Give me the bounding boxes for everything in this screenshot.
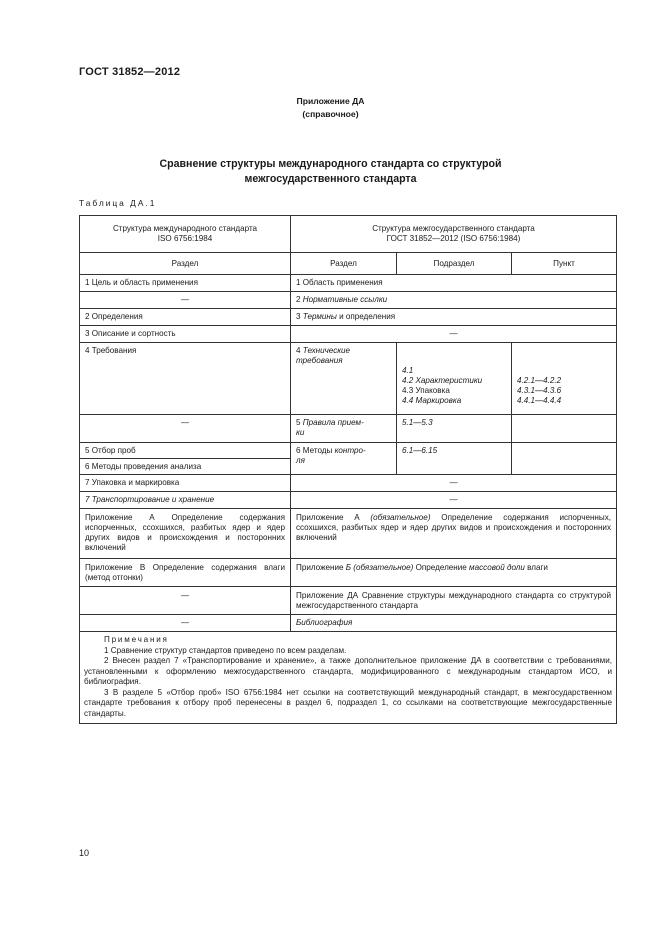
row14-intl: —	[80, 615, 291, 632]
row9-inter: —	[291, 475, 617, 492]
row5-intl: 4 Требования	[80, 343, 291, 415]
note-2: 2 Внесен раздел 7 «Транспортирование и хранение», а также дополнительное приложение ДА в соответствии с требованиями, установленными к оформлению межгосударственного стандарта, модифицированного с международным стандартом ИСО, и библиография.	[84, 656, 613, 686]
row5-subsections: 4.1 4.2 Характеристики 4.3 Упаковка 4.4 Маркировка	[397, 343, 512, 415]
table-subheader-row	[80, 253, 617, 275]
row5-items: 4.2.1—4.2.2 4.3.1—4.3.6 4.4.1—4.4.4	[512, 343, 617, 415]
page-number: 10	[79, 848, 90, 858]
row11-inter: Приложение А (обязательное) Определение содержания испорченных, ссохшихся, разбитых ядер и ядер других видов и происхождения и посторонних включений	[291, 509, 617, 559]
table-row	[80, 492, 617, 509]
row2-intl: —	[80, 292, 291, 309]
row7-item	[512, 443, 617, 475]
appendix-title: Приложение ДА	[296, 96, 365, 106]
table-row	[80, 309, 617, 326]
row3-intl: 2 Определения	[80, 309, 291, 326]
row6-inter: 5 Правила прием- ки	[291, 415, 397, 443]
comparison-table	[79, 215, 617, 724]
row1-intl: 1 Цель и область применения	[80, 275, 291, 292]
row2-inter: 2 Нормативные ссылки	[291, 292, 617, 309]
row3-inter: 3 Термины и определения	[291, 309, 617, 326]
header-item: Пункт	[512, 253, 617, 275]
table-row	[80, 292, 617, 309]
header-section: Раздел	[291, 253, 397, 275]
table-row	[80, 509, 617, 559]
table-row	[80, 343, 617, 415]
header-section-intl: Раздел	[80, 253, 291, 275]
main-title-line2: межгосударственного стандарта	[244, 173, 417, 185]
table-row	[80, 275, 617, 292]
document-code: ГОСТ 31852—2012	[79, 66, 181, 78]
header-subsection: Подраздел	[397, 253, 512, 275]
row10-intl: 7 Транспортирование и хранение	[80, 492, 291, 509]
main-title	[0, 157, 661, 187]
row13-inter: Приложение ДА Сравнение структуры международного стандарта со структурой межгосударственного стандарта	[291, 587, 617, 615]
row11-intl: Приложение А Определение содержания испорченных, ссохшихся, разбитых ядер и ядер других видов и происхождения и посторонних включений	[80, 509, 291, 559]
row4-intl: 3 Описание и сортность	[80, 326, 291, 343]
row12-intl: Приложение В Определение содержания влаги (метод отгонки)	[80, 559, 291, 587]
header-interstate-structure: Структура межгосударственного стандарта ГОСТ 31852—2012 (ISO 6756:1984)	[291, 216, 617, 253]
table-row	[80, 587, 617, 615]
notes-row	[80, 632, 617, 724]
row12-inter: Приложение Б (обязательное) Определение массовой доли влаги	[291, 559, 617, 587]
row9-intl: 7 Упаковка и маркировка	[80, 475, 291, 492]
table-row	[80, 559, 617, 587]
row6-intl: —	[80, 415, 291, 443]
note-3: 3 В разделе 5 «Отбор проб» ISO 6756:1984 нет ссылки на соответствующий международный стандарт, в межгосударственном стандарте требования к отбору проб перенесены в раздел 6, подраздел 1, со ссылками на соответствующие межгосударственные стандарты.	[84, 687, 613, 718]
table-row	[80, 615, 617, 632]
notes-title: Примечания	[104, 635, 169, 644]
appendix-heading	[0, 95, 661, 121]
row5-inter: 4 Технические требования	[291, 343, 397, 415]
table-row	[80, 443, 617, 459]
row7-intl: 5 Отбор проб	[80, 443, 291, 459]
row1-inter: 1 Область применения	[291, 275, 617, 292]
row8-intl: 6 Методы проведения анализа	[80, 459, 291, 475]
table-header-row	[80, 216, 617, 253]
row7-subsection: 6.1—6.15	[397, 443, 512, 475]
table-label: Таблица ДА.1	[79, 198, 157, 208]
row4-inter: —	[291, 326, 617, 343]
appendix-subtitle: (справочное)	[302, 109, 359, 119]
table-row	[80, 475, 617, 492]
table-row	[80, 415, 617, 443]
table-notes	[80, 632, 617, 724]
row14-inter: Библиография	[291, 615, 617, 632]
row7-inter: 6 Методы контро- ля	[291, 443, 397, 475]
main-title-line1: Сравнение структуры международного стандарта со структурой	[159, 158, 502, 170]
note-1: 1 Сравнение структур стандартов приведено по всем разделам.	[104, 645, 347, 655]
header-intl-structure: Структура международного стандарта ISO 6756:1984	[80, 216, 291, 253]
row6-subsection: 5.1—5.3	[397, 415, 512, 443]
row6-item	[512, 415, 617, 443]
row13-intl: —	[80, 587, 291, 615]
table-row	[80, 326, 617, 343]
row10-inter: —	[291, 492, 617, 509]
